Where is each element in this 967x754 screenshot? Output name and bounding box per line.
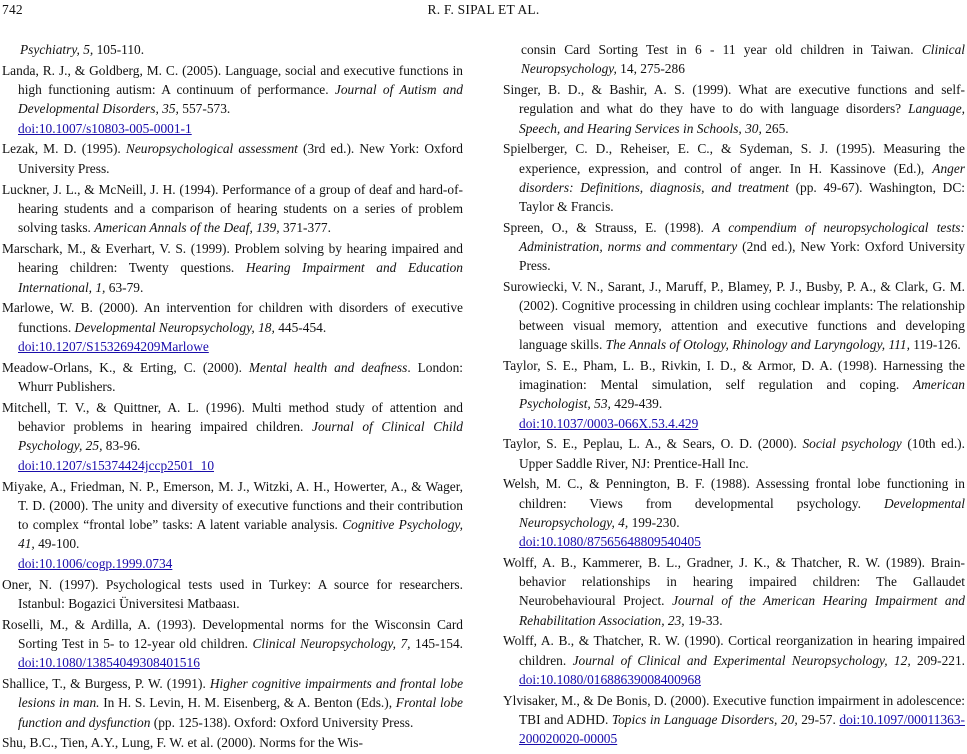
reference-text: Mitchell, T. V., & Quittner, A. L. (1996). Multi method study of attention and behavior problems in hearing impaired children. xyxy=(2,399,463,435)
reference-entry xyxy=(503,474,965,551)
reference-details: (pp. 49-67). Washington, DC: Taylor & Francis. xyxy=(519,179,966,215)
reference-details: 83-96. xyxy=(102,438,141,454)
reference-entry xyxy=(2,139,463,178)
reference-details: 557-573. xyxy=(178,101,231,117)
reference-source: Journal of Clinical and Experimental Neuropsychology, 12, xyxy=(572,652,911,668)
reference-details: 14, 275-286 xyxy=(616,61,685,77)
reference-source: The Annals of Otology, Rhinology and Laryngology, 111, xyxy=(605,337,910,353)
reference-entry xyxy=(503,434,965,473)
doi-link[interactable]: doi:10.1080/13854049308401516 xyxy=(18,655,200,671)
reference-entry xyxy=(503,631,965,689)
reference-text: Taylor, S. E., Peplau, L. A., & Sears, O. D. (2000). xyxy=(503,436,803,452)
reference-entry xyxy=(2,239,463,297)
reference-text: Oner, N. (1997). Psychological tests used in Turkey: A source for researchers. Istanbul: Bogazici Üniversitesi Matbaası. xyxy=(2,576,463,611)
reference-source: Clinical Neuropsychology, 7, xyxy=(252,635,411,651)
reference-details: 145-154. xyxy=(410,635,463,651)
reference-entry xyxy=(2,40,463,59)
reference-entry xyxy=(503,40,965,79)
reference-text: Wolff, A. B., & Thatcher, R. W. (1990). Cortical reorganization in hearing impaired children. xyxy=(503,633,965,668)
references-right-column xyxy=(503,40,965,750)
reference-source: American Psychologist, 53, xyxy=(519,377,965,412)
reference-source: Social psychology xyxy=(802,436,902,452)
reference-text: Miyake, A., Friedman, N. P., Emerson, M. J., Witzki, A. H., Howerter, A., & Wager, T. D. (2000). The unity and diversity of executive functions and their contribution to complex “frontal lobe” tasks: A latent variable analysis. xyxy=(2,478,463,533)
reference-source: Hearing Impairment and Education International, 1, xyxy=(18,260,463,295)
reference-entry xyxy=(503,80,965,138)
reference-text: Meadow-Orlans, K., & Erting, C. (2000). xyxy=(2,359,249,375)
reference-text: Lezak, M. D. (1995). xyxy=(2,141,126,157)
reference-source: Journal of Autism and Developmental Disorders, 35, xyxy=(18,82,464,117)
reference-entry xyxy=(503,139,965,216)
page-header xyxy=(0,2,967,22)
reference-text: Luckner, J. L., & McNeill, J. H. (1994). Performance of a group of deaf and hard-of-hearing students and a comparison of hearing students on a series of problem solving tasks. xyxy=(2,181,463,236)
reference-entry xyxy=(2,61,463,138)
reference-source: Anger disorders: Definitions, diagnosis, and treatment xyxy=(519,160,965,195)
reference-source: Topics in Language Disorders, 20, xyxy=(611,712,798,727)
reference-details: (2nd ed.), New York: Oxford University Press. xyxy=(519,239,965,274)
reference-text: Shallice, T., & Burgess, P. W. (1991). xyxy=(2,676,210,691)
doi-link[interactable]: doi:10.1207/s15374424jccp2501_10 xyxy=(18,457,215,473)
reference-details: 29-57. xyxy=(797,712,840,727)
reference-details: 63-79. xyxy=(105,279,144,295)
reference-details: 119-126. xyxy=(909,337,961,353)
reference-text: Roselli, M., & Ardilla, A. (1993). Developmental norms for the Wisconsin Card Sorting Test in 5- to 12-year old children. xyxy=(2,616,463,651)
running-title: R. F. SIPAL ET AL. xyxy=(427,2,540,17)
reference-entry xyxy=(2,615,463,673)
reference-book-title: Frontal lobe function and dysfunction xyxy=(18,695,464,730)
reference-details: 19-33. xyxy=(684,612,723,628)
reference-text: Marschark, M., & Everhart, V. S. (1999). Problem solving by hearing impaired and hearing children: Twenty questions. xyxy=(2,240,463,276)
doi-link[interactable]: doi:10.1097/00011363-200020020-00005 xyxy=(519,712,965,747)
reference-details: . London: Whurr Publishers. xyxy=(18,359,463,395)
reference-entry xyxy=(2,398,463,475)
reference-text: Welsh, M. C., & Pennington, B. F. (1988). Assessing frontal lobe functioning in children: Views from developmental psychology. xyxy=(503,476,965,511)
reference-details: 371-377. xyxy=(279,220,331,236)
reference-details: In H. S. Levin, H. M. Eisenberg, & A. Benton (Eds.), xyxy=(99,695,396,711)
reference-text: Landa, R. J., & Goldberg, M. C. (2005). Language, social and executive functions in high functioning autism: A continuum of performance. xyxy=(2,62,463,98)
reference-text: Wolff, A. B., Kammerer, B. L., Gradner, J. K., & Thatcher, R. W. (1989). Brain-behavior relationships in hearing impaired children: The Gallaudet Neurobehavioural Project. xyxy=(503,554,965,609)
reference-entry xyxy=(503,218,965,276)
reference-source: Cognitive Psychology, 41, xyxy=(18,517,463,552)
doi-link[interactable]: doi:10.1006/cogp.1999.0734 xyxy=(18,555,173,571)
reference-entry xyxy=(503,356,965,433)
doi-link[interactable]: doi:10.1080/87565648809540405 xyxy=(519,534,701,550)
reference-source: Mental health and deafness xyxy=(248,359,408,375)
reference-entry xyxy=(2,477,463,573)
reference-source: Journal of Clinical Child Psychology, 25, xyxy=(18,419,463,454)
reference-details: 445-454. xyxy=(274,319,327,335)
reference-details: 429-439. xyxy=(610,396,663,412)
reference-text: Ylvisaker, M., & De Bonis, D. (2000). Executive function impairment in adolescence: TBI and ADHD. xyxy=(503,692,965,727)
reference-details: (3rd ed.). New York: Oxford University Press. xyxy=(18,141,463,176)
page-number: 742 xyxy=(2,2,23,17)
doi-link[interactable]: doi:10.1037/0003-066X.53.4.429 xyxy=(519,415,699,431)
reference-source: Neuropsychological assessment xyxy=(125,141,298,157)
reference-source: Clinical Neuropsychology, xyxy=(521,42,965,77)
reference-publisher: (pp. 125-138). Oxford: Oxford University Press. xyxy=(150,714,414,730)
reference-text: Spielberger, C. D., Reheiser, E. C., & Sydeman, S. J. (1995). Measuring the experience, expression, and control of anger. In H. Kassinove (Ed.), xyxy=(503,141,965,176)
reference-entry xyxy=(2,674,463,732)
reference-details: (10th ed.). Upper Saddle River, NJ: Prentice-Hall Inc. xyxy=(519,436,965,471)
reference-details: 49-100. xyxy=(34,536,80,552)
reference-text: Spreen, O., & Strauss, E. (1998). xyxy=(503,219,713,235)
reference-text: Marlowe, W. B. (2000). An intervention for children with disorders of executive functions. xyxy=(2,300,463,335)
reference-source: American Annals of the Deaf, 139, xyxy=(94,220,280,236)
reference-source: Higher cognitive impairments and frontal lobe lesions in man. xyxy=(18,676,464,711)
reference-source: Developmental Neuropsychology, 18, xyxy=(74,319,275,335)
reference-text: Surowiecki, V. N., Sarant, J., Maruff, P., Blamey, P. J., Busby, P. A., & Clark, G. M. (2002). Cognitive processing in children using cochlear implants: The relationship between visual memory, attention and executive functions and developing language skills. xyxy=(503,279,965,353)
reference-entry xyxy=(2,358,463,397)
reference-source: Journal of the American Hearing Impairment and Rehabilitation Association, 23, xyxy=(519,593,965,628)
reference-source: Psychiatry, 5, xyxy=(20,42,94,57)
references-left-column xyxy=(2,40,463,754)
reference-details: 105-110. xyxy=(93,42,145,57)
reference-source: Developmental Neuropsychology, 4, xyxy=(519,495,965,530)
reference-entry xyxy=(503,553,965,630)
reference-entry xyxy=(503,277,965,354)
reference-source: Language, Speech, and Hearing Services in Schools, 30, xyxy=(519,101,965,136)
doi-link[interactable]: doi:10.1080/01688639008400968 xyxy=(519,672,701,688)
reference-text: consin Card Sorting Test in 6 - 11 year old children in Taiwan. xyxy=(521,42,922,57)
reference-details: 265. xyxy=(761,120,789,136)
reference-details: 209-221. xyxy=(910,652,965,668)
doi-link[interactable]: doi:10.1007/s10803-005-0001-1 xyxy=(18,120,192,136)
reference-text: Singer, B. D., & Bashir, A. S. (1999). What are executive functions and self-regulation and what do they have to do with language disorders? xyxy=(503,81,965,117)
reference-entry xyxy=(2,180,463,238)
reference-entry xyxy=(503,691,965,749)
reference-source: A compendium of neuropsychological tests: Administration, norms and commentary xyxy=(519,219,965,255)
reference-text: Shu, B.C., Tien, A.Y., Lung, F. W. et al. (2000). Norms for the Wis- xyxy=(2,735,363,751)
doi-link[interactable]: doi:10.1207/S1532694209Marlowe xyxy=(18,338,209,354)
reference-text: Taylor, S. E., Pham, L. B., Rivkin, I. D., & Armor, D. A. (1998). Harnessing the imagination: Mental simulation, self regulation and coping. xyxy=(503,357,965,392)
reference-entry xyxy=(2,298,463,356)
reference-entry xyxy=(2,575,463,614)
reference-details: 199-230. xyxy=(628,514,680,530)
